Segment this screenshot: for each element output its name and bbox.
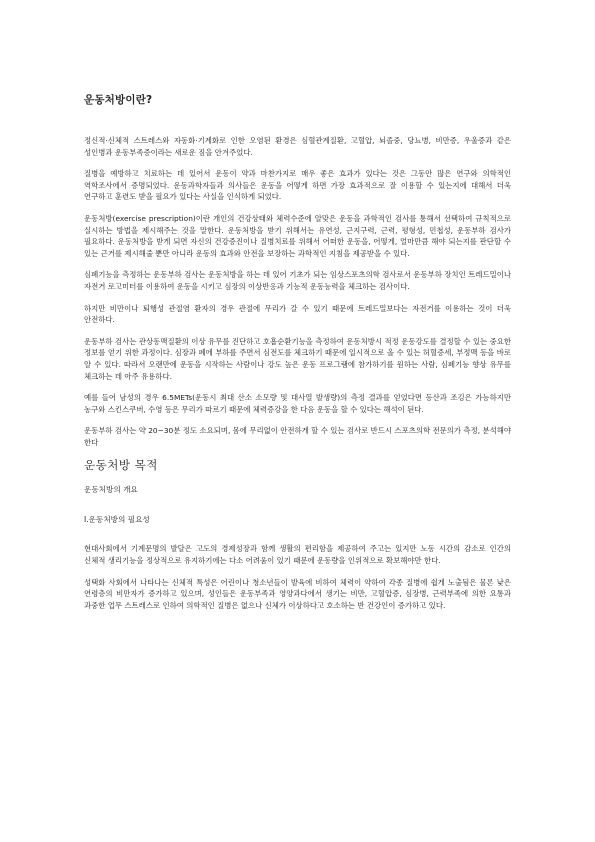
- body-paragraph-2: 성택화 사회에서 나타나는 신체적 특성은 어린이나 청소년들이 발육에 비하여 체력이 약하여 각종 질병에 쉽게 노출됨은 물론 낮은 연령층의 비만자가 증가하고 있으며, 성인들은 운동부족과 영양과다에서 생기는 비만, 고혈압증, 심장병, 근력부족에 의한 요통과 과중한 업무 스트레스로 인하여 의학적인 질병은 없으나 신체가 이상하다고 호소하는 반 건강인이 증가하고 있다.: [84, 577, 511, 610]
- document-title: 운동처방이란?: [84, 94, 153, 106]
- section-heading: 운동처방 목적: [84, 458, 158, 473]
- subheading: 운동처방의 개요: [84, 485, 138, 495]
- intro-paragraph-7: 예를 들어 남성의 경우 6.5METs(운동시 최대 산소 소모량 및 대사열 발생량)의 측정 결과를 얻었다면 등산과 조깅은 가능하지만 농구와 스킨스쿠버, 수영 등은 무리가 따르기 때문에 체력증강을 한 다음 운동을 할 수 있다는 해석이 된다.: [84, 393, 511, 414]
- intro-paragraph-5: 하지만 비만이나 퇴행성 관절염 환자의 경우 관절에 무리가 갈 수 있기 때문에 트레드밀보다는 자전거를 이용하는 것이 더욱 안전하다.: [84, 303, 511, 325]
- intro-paragraph-8: 운동부하 검사는 약 20~30분 정도 소요되며, 몸에 무리없이 안전하게 할 수 있는 검사로 반드시 스포츠의학 전문의가 측정, 분석해야 한다: [84, 426, 511, 447]
- intro-paragraph-2: 질병을 예방하고 치료하는 데 있어서 운동이 약과 마찬가지로 매우 좋은 효과가 있다는 것은 그동안 많은 연구와 의학적인 역학조사에서 증명되었다. 운동과학자들과 의사들은 운동을 어떻게 하면 가장 효과적으로 잘 이용할 수 있는지에 대해서 더욱 연구하고 훈련도 받을 필요가 있다는 사실을 인식하게 되었다.: [84, 169, 511, 202]
- intro-paragraph-4: 심폐기능을 측정하는 운동부하 검사는 운동처방을 하는 데 있어 기초가 되는 임상스포츠의학 검사로서 운동부하 장치인 트레드밀이나 자전거 로고미터를 이용하여 운동을 시키고 심장의 이상반응과 기능적 운동능력을 체크하는 검사이다.: [84, 270, 511, 291]
- document-page: [84, 92, 511, 621]
- intro-paragraph-3: 운동처방(exercise prescription)이란 개인의 건강상태와 체력수준에 알맞은 운동을 과학적인 검사를 통해서 선택하여 규칙적으로 실시하는 방법을 제시해주는 것을 말한다. 운동처방을 받기 위해서는 유연성, 근지구력, 근력, 평형성, 민첩성, 운동부하 검사가 필요하다. 운동처방을 받게 되면 자신의 건강증진이나 질병치료를 위해서 어떠한 운동을, 어떻게, 얼마만큼 해야 되는지를 판단할 수 있는 근거를 제시해줄 뿐만 아니라 운동의 효과와 안전을 보장하는 과학적인 지침을 제공받을 수 있다.: [84, 213, 511, 258]
- body-paragraph-1: 현대사회에서 기계문명의 발달은 고도의 경제성장과 함께 생활의 편리함을 제공하여 주고는 있지만 노동 시간의 감소로 인간의 신체적 생리기능을 정상적으로 유지하기에는 다소 어려움이 있기 때문에 운동량을 인위적으로 확보해야만 한다.: [84, 544, 511, 566]
- intro-paragraph-6: 운동부하 검사는 관상동맥질환의 이상 유무를 진단하고 호흡순환기능을 측정하여 운동처방시 적정 운동강도를 결정할 수 있는 중요한 정보를 얻기 위한 과정이다. 심장과 폐에 부하를 주면서 심전도를 체크하기 때문에 일시적으로 올 수 있는 허혈증세, 부정맥 등을 바로 알 수 있다. 따라서 오랜만에 운동을 시작하는 사람이나 강도 높은 운동 프로그램에 참가하기를 원하는 사람, 심폐기능 향상 유무를 체크하는 데 아주 유용하다.: [84, 336, 511, 381]
- intro-paragraph-1: 정신적·신체적 스트레스와 자동화·기계화로 인한 오염된 환경은 심혈관계질환, 고혈압, 뇌졸중, 당뇨병, 비만증, 우울증과 같은 성인병과 운동부족증이라는 새로운 짐을 안겨주었다.: [84, 136, 511, 157]
- subsubheading: Ⅰ.운동처방의 필요성: [84, 515, 150, 525]
